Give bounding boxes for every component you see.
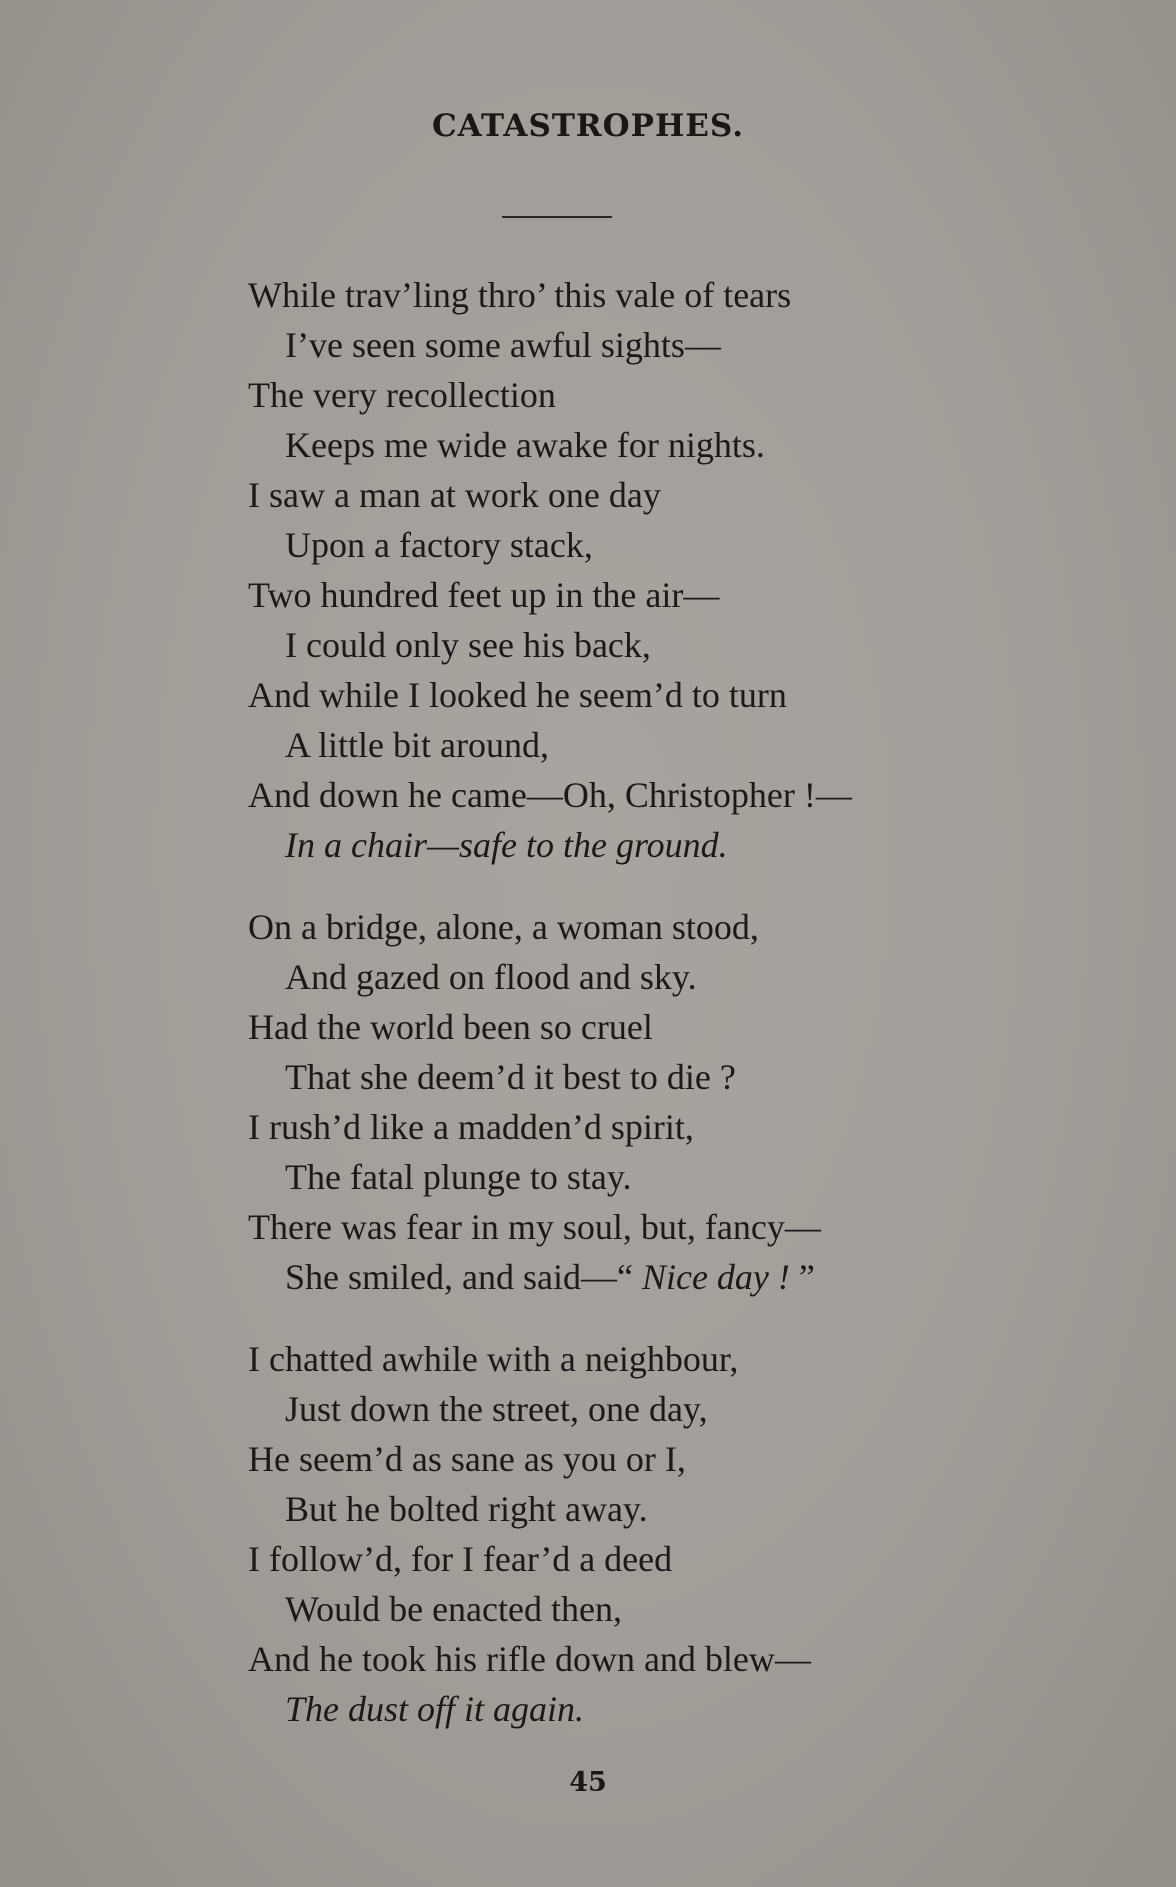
- stanza-2: [248, 902, 948, 1302]
- poem-line: And gazed on flood and sky.: [285, 957, 697, 997]
- stanza-3: [248, 1334, 948, 1734]
- poem-line: The very recollection: [248, 375, 556, 415]
- poem-line: I follow’d, for I fear’d a deed: [248, 1539, 673, 1579]
- title-divider: [502, 216, 612, 218]
- poem-line: I rush’d like a madden’d spirit,: [248, 1107, 694, 1147]
- poem-line: I could only see his back,: [285, 625, 651, 665]
- poem-line-punchline: The dust off it again.: [285, 1689, 585, 1729]
- punchline-lead: She smiled, and said—“: [285, 1257, 633, 1297]
- poem-line: Keeps me wide awake for nights.: [285, 425, 765, 465]
- page-title: CATASTROPHES.: [432, 108, 744, 144]
- poem-line: He seem’d as sane as you or I,: [248, 1439, 686, 1479]
- poem: [248, 270, 948, 1766]
- poem-line: A little bit around,: [285, 725, 549, 765]
- poem-line-punchline: [248, 1252, 948, 1302]
- poem-line: Would be enacted then,: [285, 1589, 622, 1629]
- poem-line: Had the world been so cruel: [248, 1007, 653, 1047]
- poem-line: Just down the street, one day,: [285, 1389, 708, 1429]
- punchline-quote: Nice day !: [641, 1257, 790, 1297]
- poem-line: And while I looked he seem’d to turn: [248, 675, 787, 715]
- poem-line-punchline: In a chair—safe to the ground.: [285, 825, 728, 865]
- poem-line: And he took his rifle down and blew—: [248, 1639, 811, 1679]
- poem-line: There was fear in my soul, but, fancy—: [248, 1207, 821, 1247]
- punchline-close: ”: [789, 1257, 815, 1297]
- poem-line: That she deem’d it best to die ?: [285, 1057, 736, 1097]
- poem-line: On a bridge, alone, a woman stood,: [248, 907, 759, 947]
- poem-line: Two hundred feet up in the air—: [248, 575, 720, 615]
- poem-line: I chatted awhile with a neighbour,: [248, 1339, 739, 1379]
- poem-line: But he bolted right away.: [285, 1489, 648, 1529]
- poem-line: I’ve seen some awful sights—: [285, 325, 721, 365]
- stanza-1: [248, 270, 948, 870]
- poem-line: While trav’ling thro’ this vale of tears: [248, 275, 792, 315]
- page-number: 45: [569, 1767, 607, 1798]
- poem-line: I saw a man at work one day: [248, 475, 661, 515]
- poem-line: Upon a factory stack,: [285, 525, 593, 565]
- poem-line: The fatal plunge to stay.: [285, 1157, 632, 1197]
- poem-line: And down he came—Oh, Christopher !—: [248, 775, 852, 815]
